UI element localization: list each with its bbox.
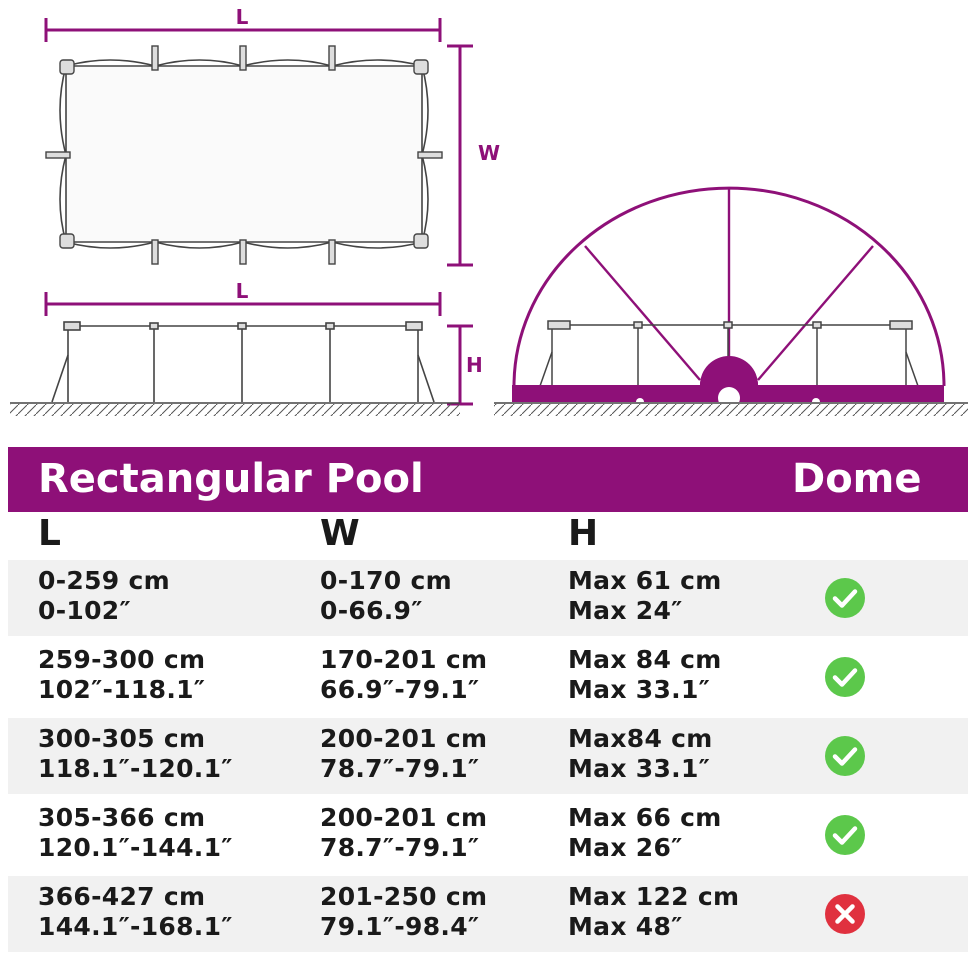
side-frame (52, 322, 434, 402)
cell-h (568, 566, 722, 626)
cell-l (38, 724, 233, 784)
cell-w-line-1: 200-201 cm (320, 803, 488, 832)
check-icon (824, 577, 866, 619)
cell-h-line-1: Max 61 cm (568, 566, 722, 595)
cell-l-line-2: 118.1″-120.1″ (38, 754, 233, 783)
table-row (8, 876, 968, 952)
cell-w (320, 882, 487, 942)
cell-l (38, 803, 233, 863)
table-row (8, 639, 968, 715)
cell-w-line-2: 78.7″-79.1″ (320, 754, 480, 783)
cell-w (320, 645, 487, 705)
cell-h-line-2: Max 48″ (568, 912, 683, 941)
side-length-label: L (235, 279, 249, 303)
cell-l-line-1: 366-427 cm (38, 882, 206, 911)
cell-w (320, 803, 487, 863)
table-title: Rectangular Pool (38, 456, 424, 502)
dome-column-header: Dome (792, 456, 922, 502)
cell-w-line-2: 0-66.9″ (320, 596, 423, 625)
cell-h-line-1: Max 122 cm (568, 882, 740, 911)
cell-h-line-1: Max 84 cm (568, 645, 722, 674)
cell-w (320, 566, 452, 626)
table-row (8, 560, 968, 636)
cell-w-line-2: 79.1″-98.4″ (320, 912, 480, 941)
dome-ribs (585, 188, 873, 384)
table-row (8, 797, 968, 873)
column-header-h: H (568, 513, 599, 554)
cell-l-line-1: 259-300 cm (38, 645, 206, 674)
check-icon (824, 656, 866, 698)
cell-l-line-1: 300-305 cm (38, 724, 206, 753)
check-icon (824, 735, 866, 777)
cell-h-line-2: Max 33.1″ (568, 675, 711, 704)
cell-w-line-2: 66.9″-79.1″ (320, 675, 480, 704)
cell-l (38, 566, 170, 626)
cell-h (568, 724, 713, 784)
width-dimension (447, 46, 473, 265)
height-label: H (466, 353, 483, 377)
cell-h (568, 882, 739, 942)
cell-l-line-1: 305-366 cm (38, 803, 206, 832)
cell-w-line-2: 78.7″-79.1″ (320, 833, 480, 862)
cell-h (568, 803, 722, 863)
dome-ground (494, 403, 968, 416)
cell-l-line-2: 0-102″ (38, 596, 131, 625)
cross-icon (824, 893, 866, 935)
top-length-label: L (235, 5, 249, 29)
cell-h-line-1: Max 66 cm (568, 803, 722, 832)
cell-h (568, 645, 722, 705)
cell-w (320, 724, 487, 784)
pool-top-outline (60, 60, 428, 248)
check-icon (824, 814, 866, 856)
cell-w-line-1: 201-250 cm (320, 882, 488, 911)
cell-l (38, 645, 205, 705)
width-label: W (478, 141, 501, 165)
side-view (10, 279, 483, 416)
cell-h-line-2: Max 26″ (568, 833, 683, 862)
cell-h-line-2: Max 24″ (568, 596, 683, 625)
top-view (46, 5, 500, 265)
dome-view (494, 188, 968, 416)
cell-l-line-2: 120.1″-144.1″ (38, 833, 233, 862)
cell-h-line-1: Max84 cm (568, 724, 713, 753)
cell-l (38, 882, 233, 942)
cell-w-line-1: 170-201 cm (320, 645, 488, 674)
cell-w-line-1: 200-201 cm (320, 724, 488, 753)
table-row (8, 718, 968, 794)
column-header-l: L (38, 513, 61, 554)
cell-l-line-2: 144.1″-168.1″ (38, 912, 233, 941)
column-header-w: W (320, 513, 360, 554)
pool-dimension-diagram (0, 0, 972, 440)
cell-l-line-2: 102″-118.1″ (38, 675, 206, 704)
cell-w-line-1: 0-170 cm (320, 566, 452, 595)
cell-h-line-2: Max 33.1″ (568, 754, 711, 783)
cell-l-line-1: 0-259 cm (38, 566, 170, 595)
side-ground (10, 403, 460, 416)
